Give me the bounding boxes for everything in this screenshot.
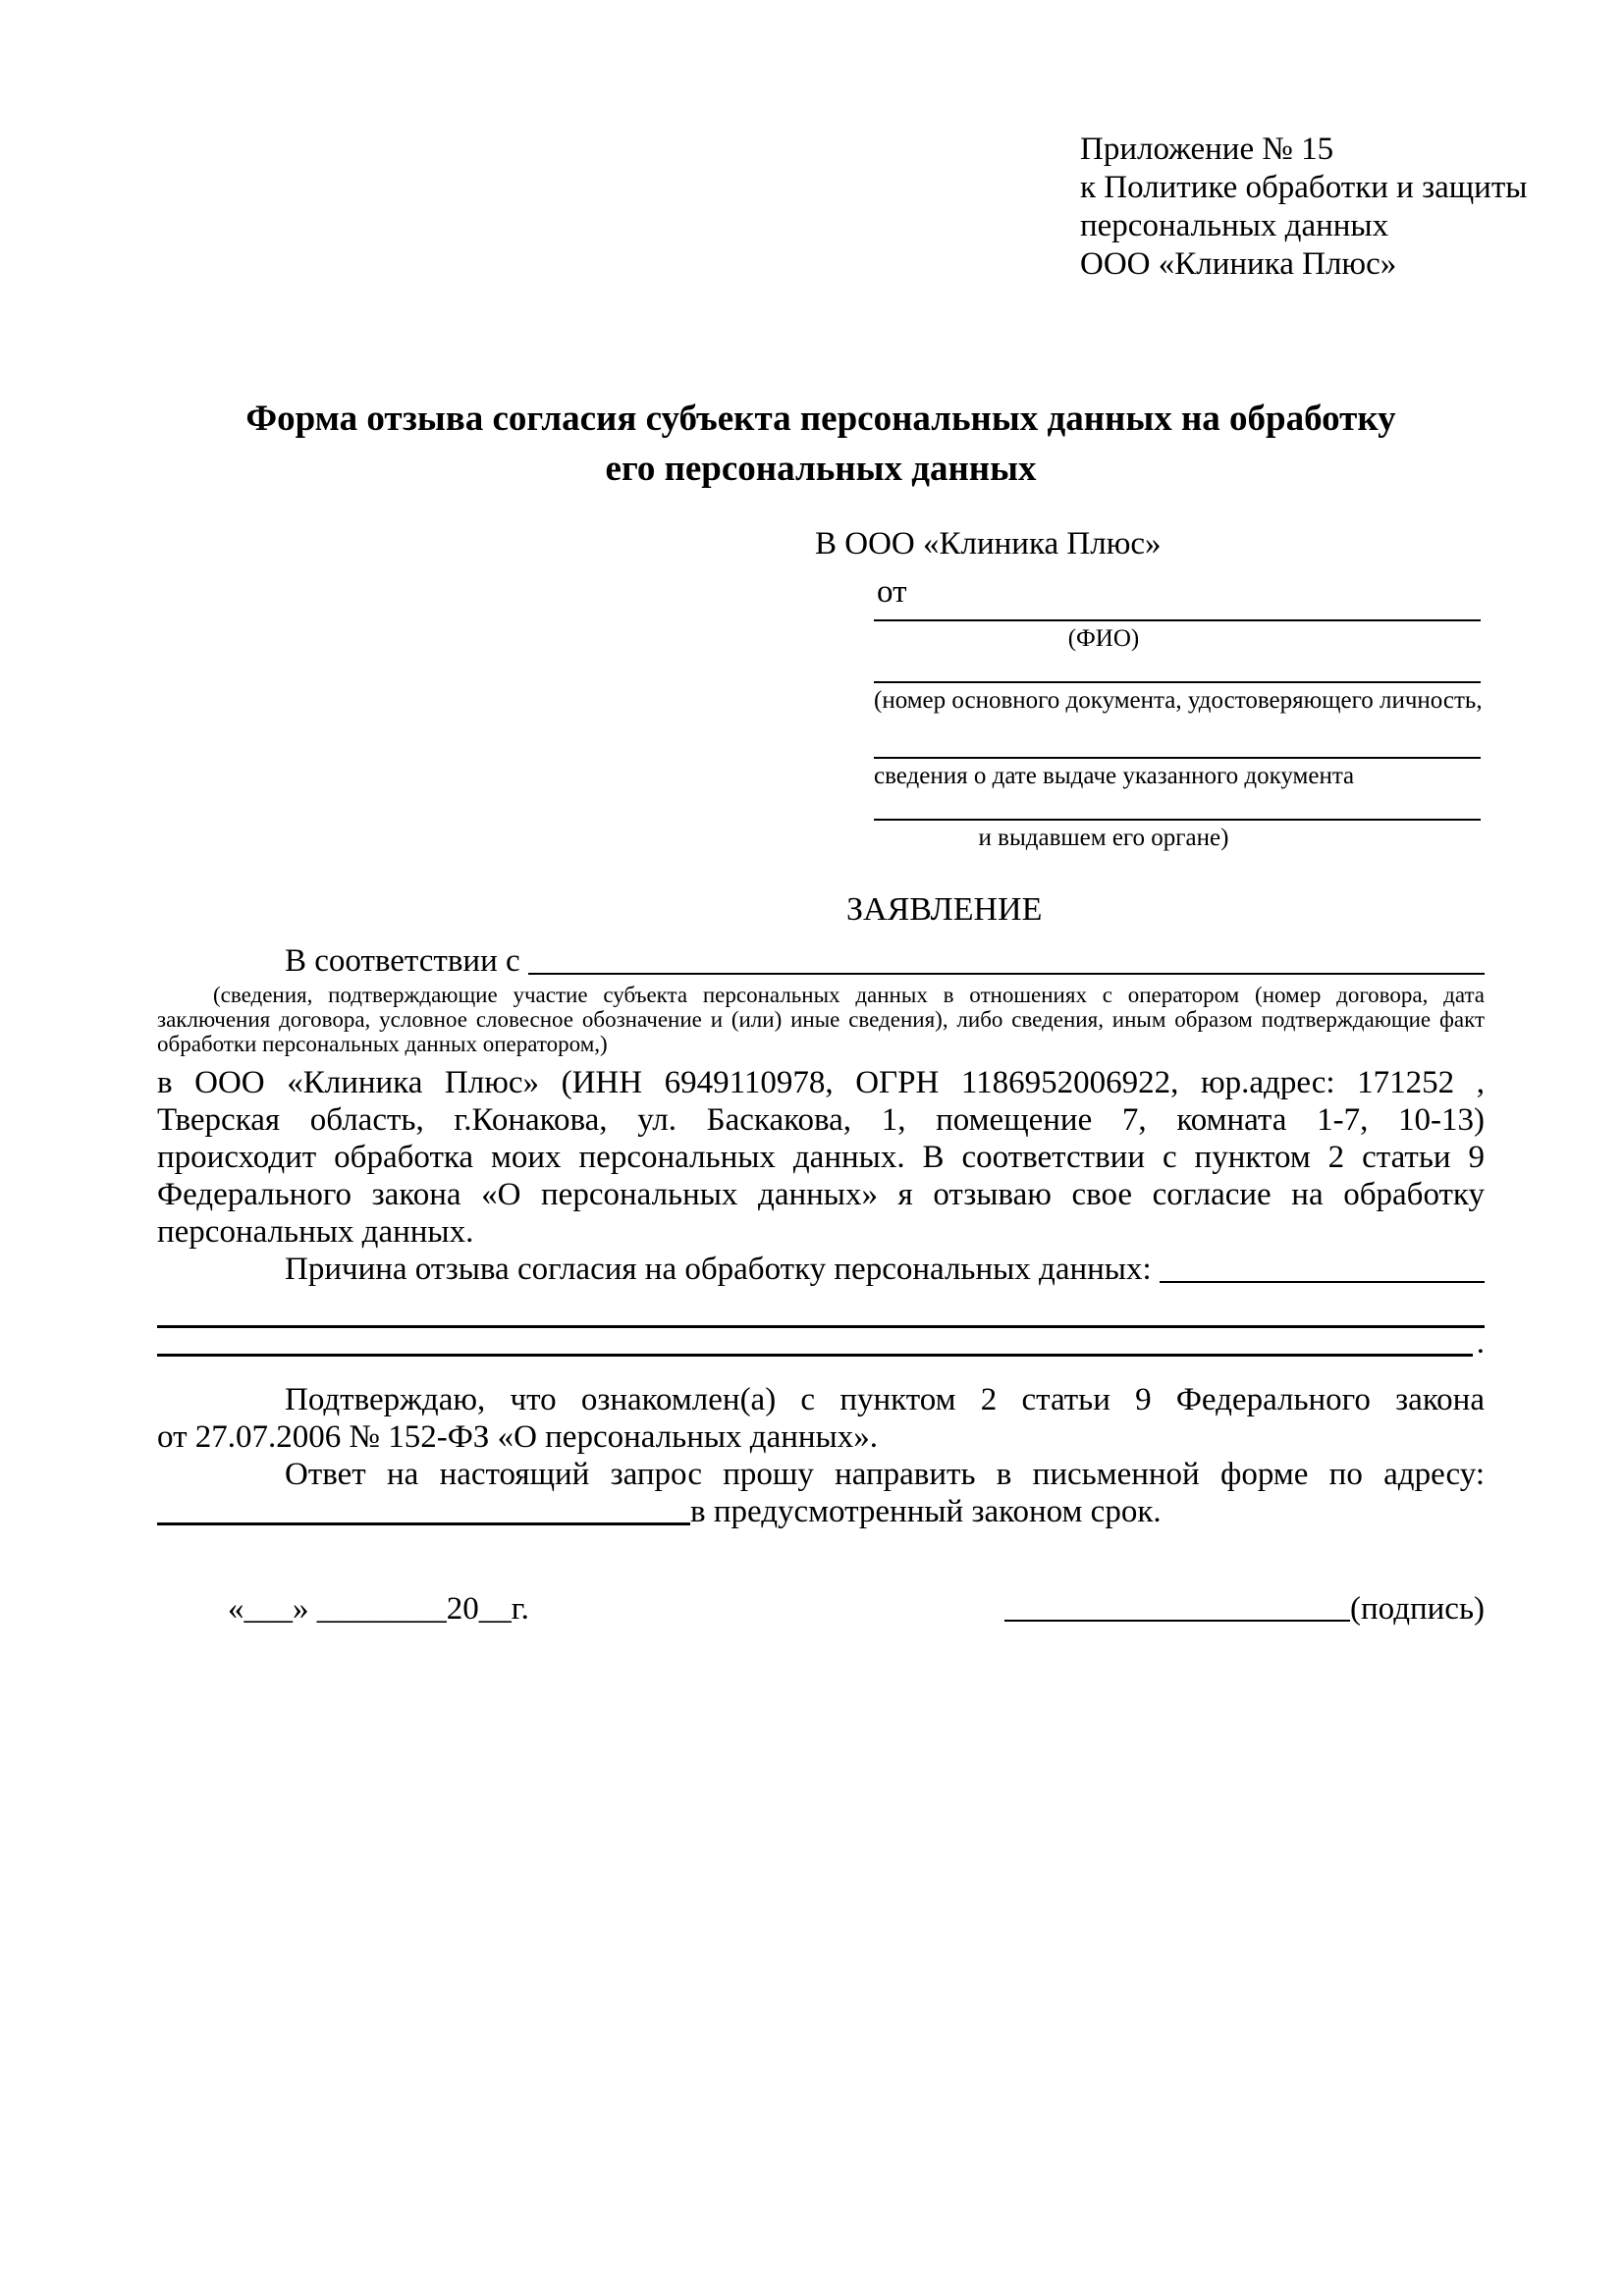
document-title-line: Форма отзыва согласия субъекта персональных данных на обработку (245, 399, 1396, 439)
reason-prefix: Причина отзыва согласия на обработку персональных данных: (285, 1252, 1152, 1287)
addressee-from-label: от (877, 574, 907, 610)
footnote-line: заключения договора, условное словесное обозначение и (или) иные сведения), либо сведения, иным образом подтверждающие факт (157, 1007, 1485, 1032)
appendix-header-line: персональных данных (1080, 208, 1389, 243)
signature-group (1004, 1591, 1485, 1628)
accordance-prefix: В соответствии с (285, 943, 520, 979)
reason-continuation-blank-line (157, 1290, 1485, 1328)
reply-address-blank-line (157, 1522, 690, 1525)
signature-blank-line (1004, 1620, 1350, 1622)
spacer (1152, 1251, 1160, 1288)
signature-row (157, 1591, 1485, 1628)
reason-continuation-row (157, 1325, 1485, 1362)
confirmation-line: Подтверждаю, что ознакомлен(а) с пунктом 2 статьи 9 Федерального закона (285, 1382, 1485, 1417)
date-blank-line: «___» ________20__г. (228, 1591, 529, 1627)
signature-caption: (подпись) (1350, 1591, 1485, 1627)
reply-suffix: в предусмотренный законом срок. (690, 1494, 1162, 1529)
body-line: Тверская область, г.Конакова, ул. Баскакова, 1, помещение 7, комната 1-7, 10-13) (157, 1102, 1485, 1138)
body-line: происходит обработка моих персональных данных. В соответствии с пунктом 2 статьи 9 (157, 1140, 1485, 1175)
reply-address-row (157, 1493, 1485, 1530)
appendix-header-line: к Политике обработки и защиты (1080, 170, 1528, 205)
issue-date-blank-line (874, 757, 1481, 759)
issuing-authority-blank-line (874, 819, 1481, 821)
reason-row (157, 1251, 1485, 1288)
issuing-authority-caption: и выдавшем его органе) (978, 825, 1229, 851)
addressee-organization: В ООО «Клиника Плюс» (815, 526, 1162, 561)
statement-heading: ЗАЯВЛЕНИЕ (846, 891, 1043, 928)
footnote-line: (сведения, подтверждающие участие субъекта персональных данных в отношениях с оператором (номер договора, дата (213, 983, 1485, 1007)
appendix-header-line: ООО «Клиника Плюс» (1080, 246, 1397, 282)
reason-continuation-blank-line (157, 1354, 1473, 1357)
fio-blank-line (874, 619, 1481, 621)
body-line: в ООО «Клиника Плюс» (ИНН 6949110978, ОГРН 1186952006922, юр.адрес: 171252 , (157, 1065, 1485, 1100)
document-number-caption: (номер основного документа, удостоверяющего личность, (874, 687, 1483, 714)
reason-blank-line (1160, 1281, 1485, 1283)
spacer (520, 942, 528, 980)
body-line: персональных данных. (157, 1214, 474, 1250)
reply-request-line: Ответ на настоящий запрос прошу направить в письменной форме по адресу: (285, 1457, 1485, 1492)
accordance-row (157, 938, 1485, 980)
footnote (157, 983, 1485, 1056)
document-title-line: его персональных данных (605, 449, 1037, 489)
confirmation-paragraph (157, 1381, 1485, 1456)
footnote-line: обработки персональных данных оператором,) (157, 1032, 608, 1056)
appendix-header (1080, 131, 1527, 284)
body-line: Федерального закона «О персональных данных» я отзываю свое согласие на обработку (157, 1177, 1485, 1212)
confirmation-line: от 27.07.2006 № 152-ФЗ «О персональных данных». (157, 1419, 878, 1455)
document-number-blank-line (874, 681, 1481, 683)
reason-terminator: . (1476, 1325, 1485, 1361)
issue-date-caption: сведения о дате выдаче указанного документа (874, 763, 1355, 789)
document-title (157, 394, 1485, 494)
fio-caption: (ФИО) (1067, 625, 1140, 652)
body-paragraph (157, 1064, 1485, 1251)
accordance-blank-line (528, 973, 1485, 975)
statement-body (157, 938, 1485, 1530)
appendix-header-line: Приложение № 15 (1080, 132, 1334, 167)
